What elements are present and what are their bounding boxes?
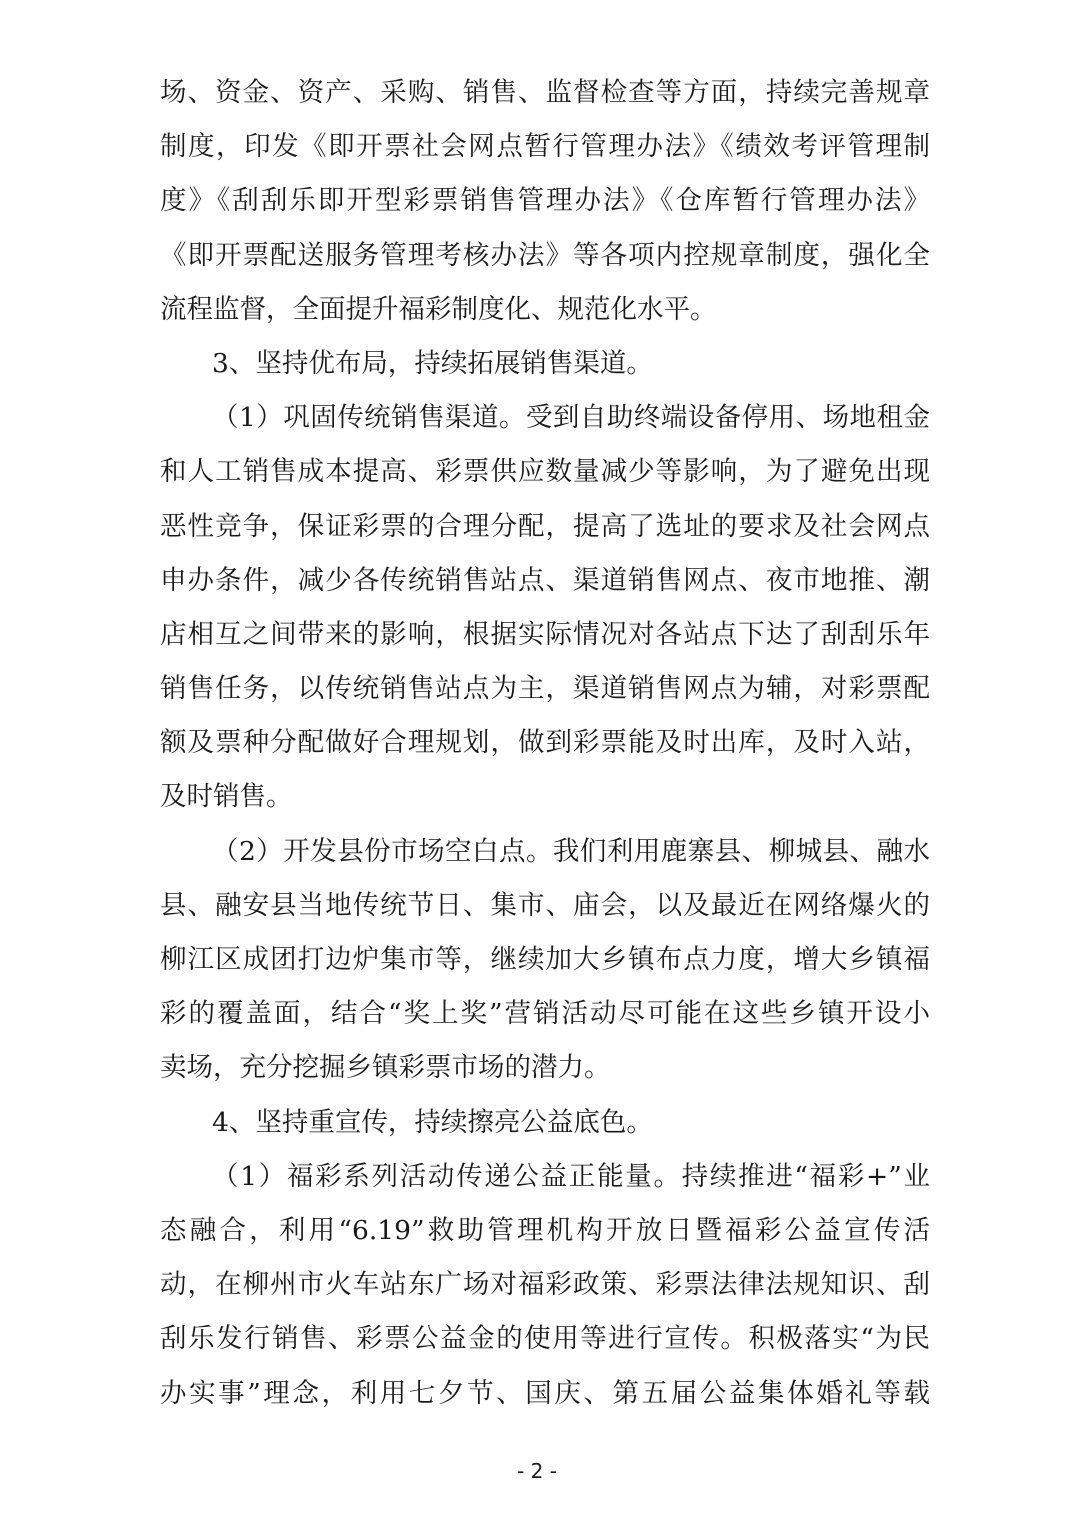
text-line: 刮乐发行销售、彩票公益金的使用等进行宣传。积极落实“为民 bbox=[160, 1323, 930, 1355]
document-body bbox=[160, 66, 930, 1421]
text-line: 制度，印发《即开票社会网点暂行管理办法》《绩效考评管理制 bbox=[160, 131, 930, 163]
text-line: 额及票种分配做好合理规划，做到彩票能及时出库，及时入站， bbox=[160, 727, 930, 759]
text-line: 彩的覆盖面，结合“奖上奖”营销活动尽可能在这些乡镇开设小 bbox=[160, 998, 930, 1030]
text-line: 及时销售。 bbox=[160, 781, 293, 813]
text-line: 态融合，利用“6.19”救助管理机构开放日暨福彩公益宣传活 bbox=[160, 1214, 930, 1246]
text-line: 柳江区成团打边炉集市等，继续加大乡镇布点力度，增大乡镇福 bbox=[160, 944, 930, 975]
text-line: 销售任务，以传统销售站点为主，渠道销售网点为辅，对彩票配 bbox=[160, 673, 930, 705]
paragraph-start-line: （1）福彩系列活动传递公益正能量。持续推进“福彩+”业 bbox=[212, 1160, 930, 1192]
page-number: - 2 - bbox=[517, 1459, 557, 1483]
text-line: 场、资金、资产、采购、销售、监督检查等方面，持续完善规章 bbox=[160, 77, 930, 108]
text-line: 恶性竞争，保证彩票的合理分配，提高了选址的要求及社会网点 bbox=[160, 510, 930, 542]
text-line: 流程监督，全面提升福彩制度化、规范化水平。 bbox=[160, 293, 717, 325]
text-line: 卖场，充分挖掘乡镇彩票市场的潜力。 bbox=[160, 1052, 611, 1084]
section-heading: 4、坚持重宣传，持续擦亮公益底色。 bbox=[212, 1106, 653, 1138]
text-line: 办实事”理念，利用七夕节、国庆、第五届公益集体婚礼等载 bbox=[160, 1377, 930, 1409]
text-line: 店相互之间带来的影响，根据实际情况对各站点下达了刮刮乐年 bbox=[160, 618, 930, 650]
text-line: 《即开票配送服务管理考核办法》等各项内控规章制度，强化全 bbox=[160, 239, 930, 271]
paragraph-start-line: （1）巩固传统销售渠道。受到自助终端设备停用、场地租金 bbox=[212, 402, 930, 434]
text-line: 和人工销售成本提高、彩票供应数量减少等影响，为了避免出现 bbox=[160, 456, 930, 488]
section-heading: 3、坚持优布局，持续拓展销售渠道。 bbox=[212, 347, 653, 379]
text-line: 动，在柳州市火车站东广场对福彩政策、彩票法律法规知识、刮 bbox=[160, 1269, 930, 1301]
text-line: 度》《刮刮乐即开型彩票销售管理办法》《仓库暂行管理办法》 bbox=[160, 185, 930, 217]
paragraph-start-line: （2）开发县份市场空白点。我们利用鹿寨县、柳城县、融水 bbox=[212, 835, 930, 867]
text-line: 申办条件，减少各传统销售站点、渠道销售网点、夜市地推、潮 bbox=[160, 564, 930, 596]
text-line: 县、融安县当地传统节日、集市、庙会，以及最近在网络爆火的 bbox=[160, 889, 930, 921]
